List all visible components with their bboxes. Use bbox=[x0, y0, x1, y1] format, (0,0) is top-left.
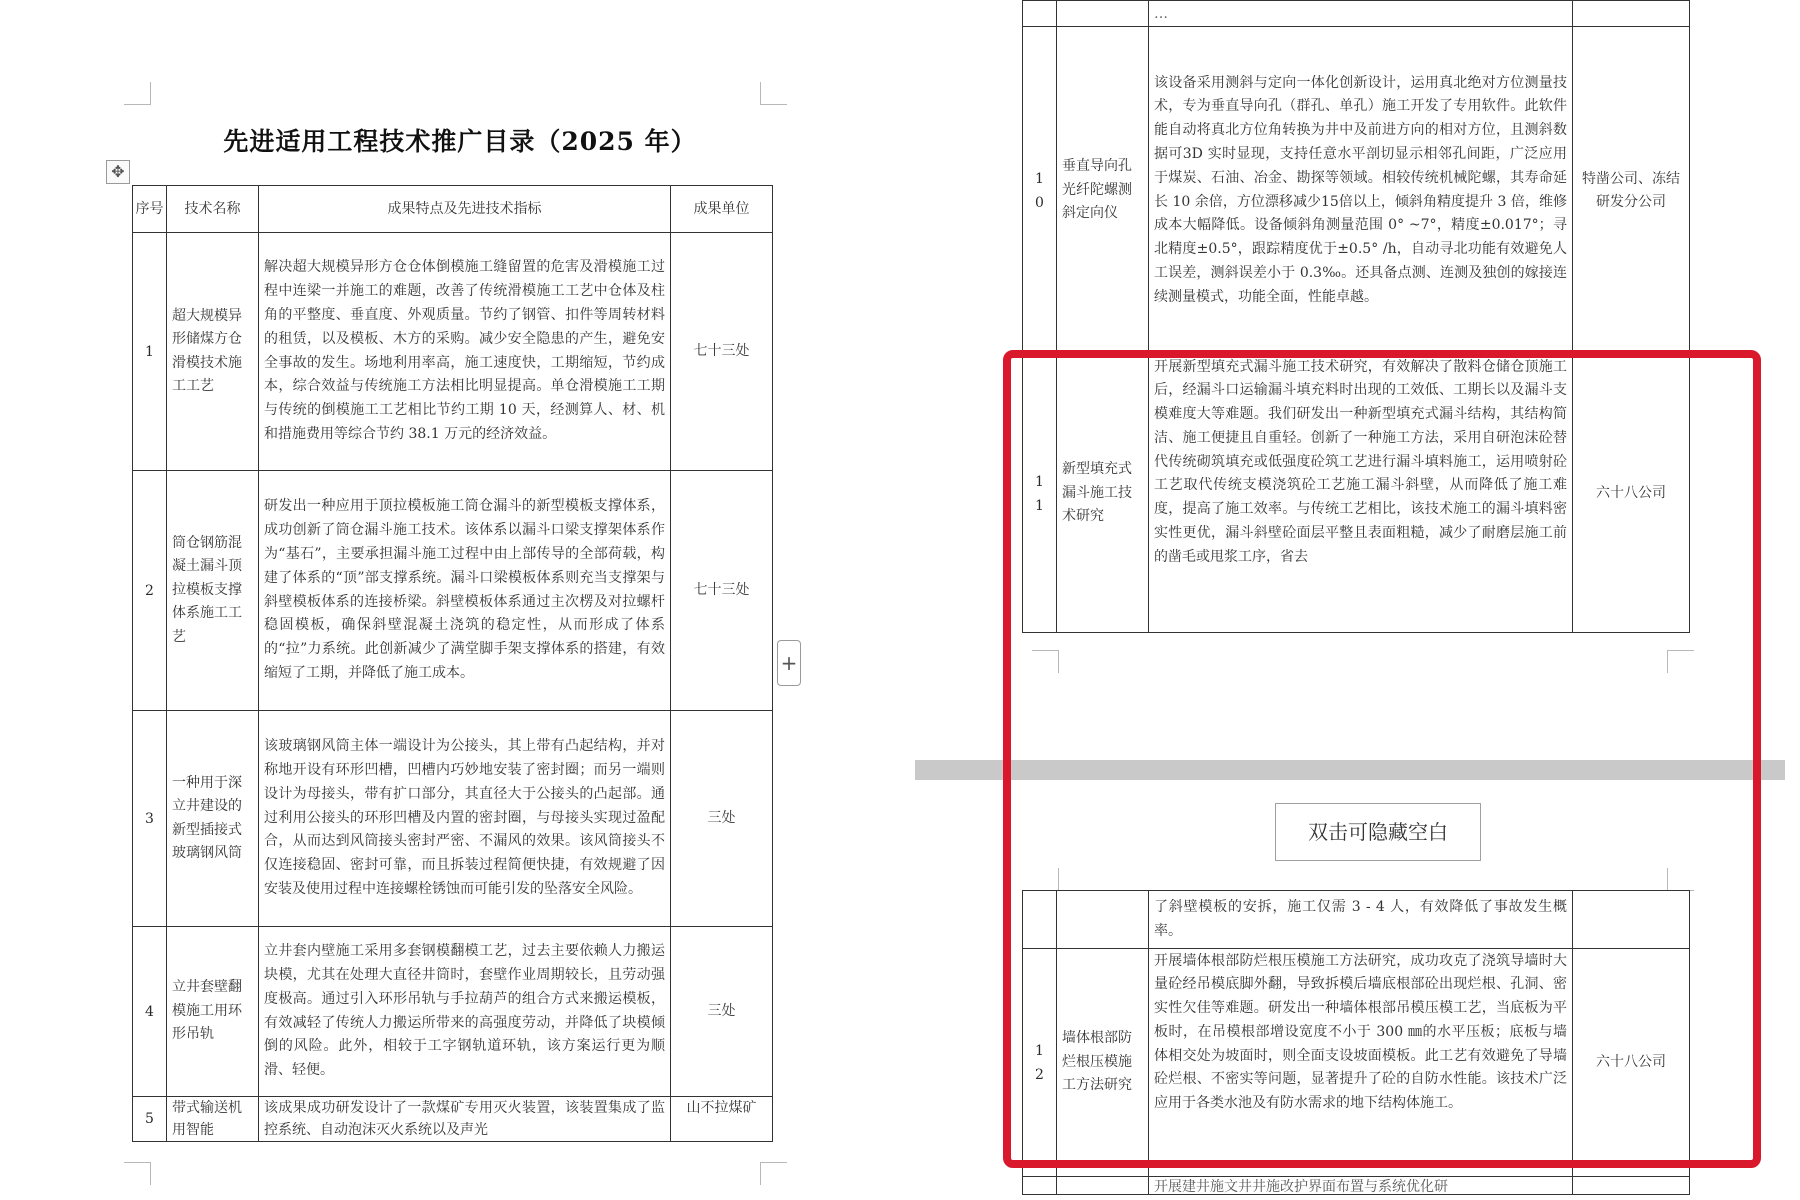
row-unit: 七十三处 bbox=[671, 471, 773, 711]
row-desc bbox=[1149, 1, 1573, 27]
add-row-handle-icon[interactable]: + bbox=[777, 640, 801, 686]
row-desc: 了斜壁模板的安拆，施工仅需 3 - 4 人，有效降低了事故发生概率。 bbox=[1149, 891, 1573, 949]
row-desc: 该设备采用测斜与定向一体化创新设计，运用真北绝对方位测量技术，专为垂直导向孔（群孔、单孔）施工开发了专用软件。此软件能自动将真北方位角转换为井中及前进方向的相对方位，且测斜数据可3D 实时显现，支持任意水平剖切显示相邻孔间距，广泛应用于煤炭、石油、冶金、勘探等领域。相较传统机械陀螺，其寿命延长 10 余倍，方位漂移减少15倍以上，倾斜角精度提升 3 倍，维修成本大幅降低。设备倾斜角测量范围 0° ~7°，精度±0.017°；寻北精度±0.5°，跟踪精度优于±0.5° /h，自动寻北功能有效避免人工误差，测斜误差小于 0.3‰。还具备点测、连测及独创的嫁接连续测量模式，功能全面，性能卓越。 bbox=[1149, 27, 1573, 355]
table-row bbox=[1023, 27, 1690, 355]
row-name: 新型填充式漏斗施工技术研究 bbox=[1057, 355, 1149, 633]
row-unit bbox=[1573, 1, 1690, 27]
header-desc: 成果特点及先进技术指标 bbox=[259, 186, 671, 233]
page-corner-marker bbox=[760, 82, 787, 105]
row-index bbox=[1023, 1, 1057, 27]
row-index: 2 bbox=[133, 471, 167, 711]
row-unit: 三处 bbox=[671, 927, 773, 1097]
row-unit: 六十八公司 bbox=[1573, 355, 1690, 633]
row-index: 5 bbox=[133, 1097, 167, 1142]
row-index: 4 bbox=[133, 927, 167, 1097]
row-desc-text: 开展墙体根部防烂根压模施工方法研究，成功攻克了浇筑导墙时大量砼经吊模底脚外翻，导致拆模后墙底根部砼出现烂根、孔洞、密实性欠佳等难题。研发出一种墙体根部吊模压模工艺，当底板为平板时，在吊模根部增设宽度不小于 300 ㎜的水平压板；底板与墙体相交处为坡面时，则全面支设坡面模板。此工艺有效避免了导墙砼烂根、不密实等问题，显著提升了砼的自防水性能。该技术广泛应用于各类水池及有防水需求的地下结构体施工。 bbox=[1154, 952, 1567, 1112]
header-index: 序号 bbox=[133, 186, 167, 233]
row-name: 一种用于深立井建设的新型插接式玻璃钢风筒 bbox=[167, 711, 259, 927]
row-desc bbox=[259, 1097, 671, 1142]
row-name bbox=[1057, 1, 1149, 27]
technology-table-left bbox=[132, 185, 773, 1142]
row-unit: 特凿公司、冻结研发分公司 bbox=[1573, 27, 1690, 355]
hide-whitespace-button[interactable]: 双击可隐藏空白 bbox=[1275, 803, 1481, 861]
row-name: 超大规模异形储煤方仓滑模技术施工工艺 bbox=[167, 233, 259, 471]
row-unit: 七十三处 bbox=[671, 233, 773, 471]
row-desc-text: 该成果成功研发设计了一款煤矿专用灭火装置，该装置集成了监控系统、自动泡沫灭火系统以及声光 bbox=[264, 1100, 665, 1138]
table-row-fragment bbox=[1023, 1177, 1690, 1195]
highlight-annotation-box bbox=[1003, 350, 1761, 1168]
table-row bbox=[133, 927, 773, 1097]
row-desc-fragment-text: … bbox=[1154, 5, 1168, 22]
table-move-handle-icon[interactable]: ✥ bbox=[106, 160, 130, 184]
row-name-text: 带式输送机用智能 bbox=[172, 1100, 242, 1138]
table-row bbox=[133, 233, 773, 471]
row-desc: 研发出一种应用于顶拉模板施工筒仓漏斗的新型模板支撑体系，成功创新了筒仓漏斗施工技术。该体系以漏斗口梁支撑架体系作为“基石”，主要承担漏斗施工过程中由上部传导的全部荷载，构建了体系的“顶”部支撑系统。漏斗口梁模板体系则充当支撑架与斜壁模板体系的连接桥梁。斜壁模板体系通过主次楞及对拉螺杆稳固模板，确保斜壁混凝土浇筑的稳定性，从而形成了体系的“拉”力系统。此创新减少了满堂脚手架支撑体系的搭建，有效缩短了工期，并降低了施工成本。 bbox=[259, 471, 671, 711]
row-unit-text: 山不拉煤矿 bbox=[686, 1100, 757, 1116]
row-desc: 解决超大规模异形方仓仓体倒模施工缝留置的危害及滑模施工过程中连梁一并施工的难题，改善了传统滑模施工工艺中仓体及柱角的平整度、垂直度、外观质量。节约了钢管、扣件等周转材料的租赁，以及模板、木方的采购。减少安全隐患的产生，避免安全事故的发生。场地利用率高，施工速度快，工期缩短，节约成本，综合效益与传统施工方法相比明显提高。单仓滑模施工工期与传统的倒模施工工艺相比节约工期 10 天，经测算人、材、机和措施费用等综合节约 38.1 万元的经济效益。 bbox=[259, 233, 671, 471]
table-header-row bbox=[133, 186, 773, 233]
page-corner-marker bbox=[124, 82, 151, 105]
row-desc-text: 开展新型填充式漏斗施工技术研究，有效解决了散料仓储仓顶施工后，经漏斗口运输漏斗填充料时出现的工效低、工期长以及漏斗支模难度大等难题。我们研发出一种新型填充式漏斗结构，其结构简洁、施工便捷且自重轻。创新了一种施工方法，采用自研泡沫砼替代传统砌筑填充或低强度砼筑工艺进行漏斗填料施工，运用喷射砼工艺取代传统支模浇筑砼工艺施工漏斗斜壁，从而降低了施工难度，提高了施工效率。与传统工艺相比，该技术施工的漏斗填料密实性更优，漏斗斜壁砼面层平整且表面粗糙，减少了耐磨层施工前的凿毛或甩浆工序，省去 bbox=[1154, 358, 1567, 565]
row-unit: 六十八公司 bbox=[1573, 949, 1690, 1177]
table-row bbox=[133, 711, 773, 927]
row-unit: 三处 bbox=[671, 711, 773, 927]
header-unit: 成果单位 bbox=[671, 186, 773, 233]
row-index: 12 bbox=[1023, 949, 1057, 1177]
row-index bbox=[1023, 1177, 1057, 1195]
row-name: 筒仓钢筋混凝土漏斗顶拉模板支撑体系施工工艺 bbox=[167, 471, 259, 711]
row-desc bbox=[1149, 1177, 1573, 1195]
row-index: 11 bbox=[1023, 355, 1057, 633]
row-name: 墙体根部防烂根压模施工方法研究 bbox=[1057, 949, 1149, 1177]
page-corner-marker bbox=[124, 1162, 151, 1185]
table-row bbox=[133, 1097, 773, 1142]
row-name bbox=[1057, 1177, 1149, 1195]
row-unit bbox=[1573, 1177, 1690, 1195]
page-corner-marker bbox=[760, 1162, 787, 1185]
row-name bbox=[167, 1097, 259, 1142]
document-title: 先进适用工程技术推广目录（2025 年） bbox=[223, 127, 697, 156]
row-unit bbox=[671, 1097, 773, 1142]
row-index: 1 bbox=[133, 233, 167, 471]
table-row-fragment bbox=[1023, 1, 1690, 27]
table-row bbox=[133, 471, 773, 711]
row-desc: 立井套内壁施工采用多套钢模翻模工艺，过去主要依赖人力搬运块模，尤其在处理大直径井筒时，套壁作业周期较长，且劳动强度极高。通过引入环形吊轨与手拉葫芦的组合方式来搬运模板，有效减轻了传统人力搬运所带来的高强度劳动，并降低了块模倾倒的风险。此外，相较于工字钢轨道环轨，该方案运行更为顺滑、轻便。 bbox=[259, 927, 671, 1097]
row-name: 立井套壁翻模施工用环形吊轨 bbox=[167, 927, 259, 1097]
row-index: 3 bbox=[133, 711, 167, 927]
row-name: 垂直导向孔光纤陀螺测斜定向仪 bbox=[1057, 27, 1149, 355]
row-desc-fragment-text: 开展建井施文井井施改护界面布置与系统优化研 bbox=[1154, 1178, 1448, 1194]
row-index: 10 bbox=[1023, 27, 1057, 355]
row-desc: 该玻璃钢风筒主体一端设计为公接头，其上带有凸起结构，并对称地开设有环形凹槽，凹槽内巧妙地安装了密封圈；而另一端则设计为母接头，带有扩口部分，其直径大于公接头的凸起部。通过利用公接头的环形凹槽及内置的密封圈，与母接头实现过盈配合，从而达到风筒接头密封严密、不漏风的效果。该风筒接头不仅连接稳固、密封可靠，而且拆装过程简便快捷，有效规避了因安装及使用过程中连接螺栓锈蚀而可能引发的坠落安全风险。 bbox=[259, 711, 671, 927]
header-name: 技术名称 bbox=[167, 186, 259, 233]
